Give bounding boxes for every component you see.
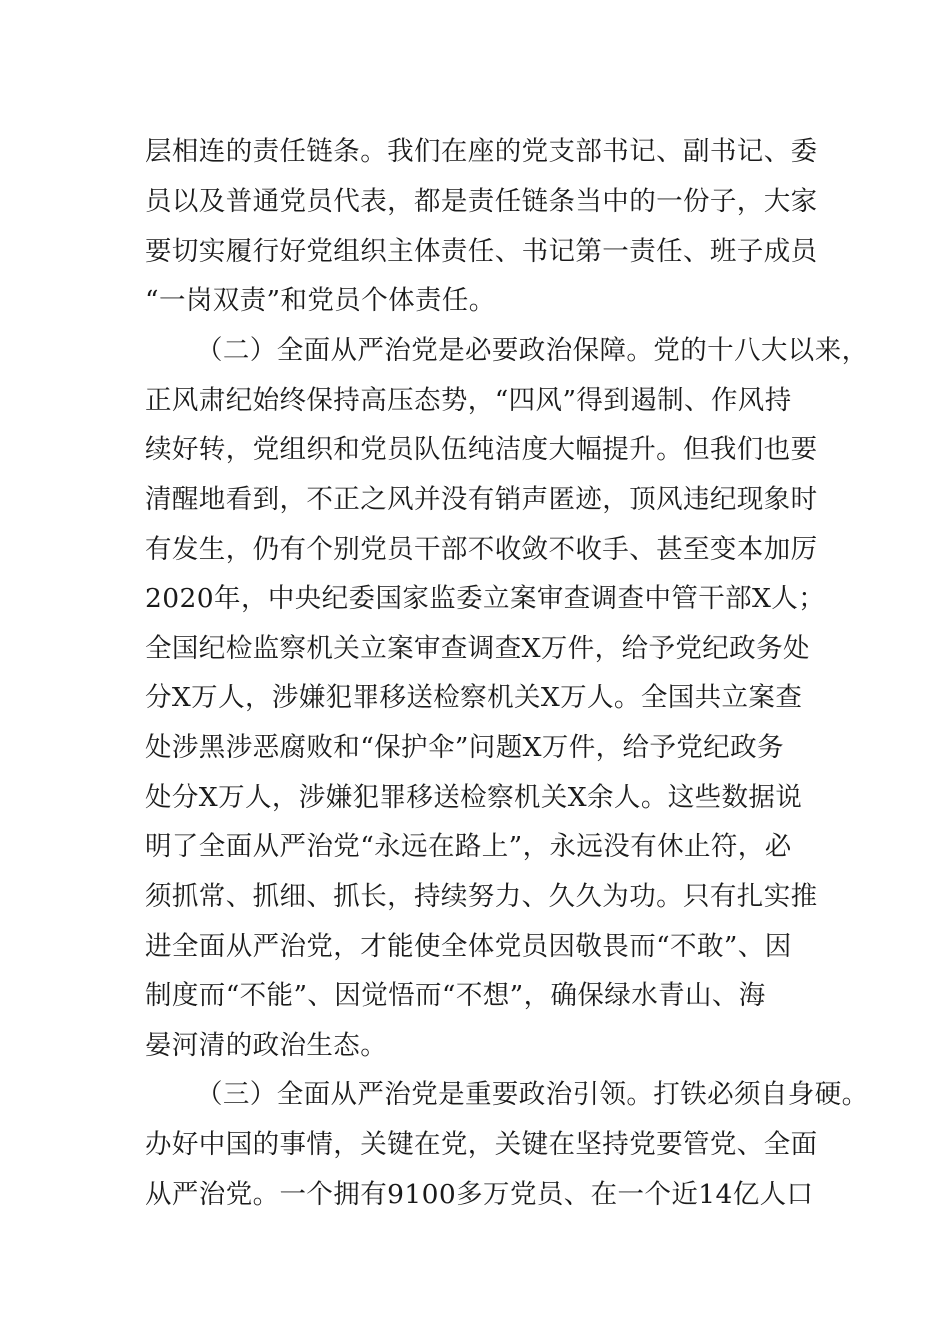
text-line: 层相连的责任链条。我们在座的党支部书记、副书记、委: [145, 136, 818, 167]
text-line: 分X万人，涉嫌犯罪移送检察机关X万人。全国共立案查: [145, 682, 803, 713]
text-line: 有发生，仍有个别党员干部不收敛不收手、甚至变本加厉: [145, 534, 818, 565]
text-line: 处涉黑涉恶腐败和“保护伞”问题X万件，给予党纪政务: [145, 732, 784, 763]
text-line: 要切实履行好党组织主体责任、书记第一责任、班子成员: [145, 236, 818, 267]
text-line: 明了全面从严治党“永远在路上”，永远没有休止符，必: [145, 831, 792, 862]
text-line: 办好中国的事情，关键在党，关键在坚持党要管党、全面: [145, 1129, 818, 1160]
text-line: 进全面从严治党，才能使全体党员因敬畏而“不敢”、因: [145, 931, 792, 962]
text-line: 员以及普通党员代表，都是责任链条当中的一份子，大家: [145, 186, 818, 217]
text-line: 全国纪检监察机关立案审查调查X万件，给予党纪政务处: [145, 633, 810, 664]
text-line: 从严治党。一个拥有9100多万党员、在一个近14亿人口: [145, 1179, 814, 1210]
text-line: “一岗双责”和党员个体责任。: [145, 285, 496, 316]
text-line: 须抓常、抓细、抓长，持续努力、久久为功。只有扎实推: [145, 881, 818, 912]
text-line: 晏河清的政治生态。: [145, 1030, 388, 1061]
text-line: 清醒地看到，不正之风并没有销声匿迹，顶风违纪现象时: [145, 484, 818, 515]
text-line: 制度而“不能”、因觉悟而“不想”，确保绿水青山、海: [145, 980, 766, 1011]
text-line: 续好转，党组织和党员队伍纯洁度大幅提升。但我们也要: [145, 434, 818, 465]
text-line: 2020年，中央纪委国家监委立案审查调查中管干部X人；: [145, 583, 826, 614]
paragraph-heading-3: （三）全面从严治党是重要政治引领。打铁必须自身硬。: [196, 1079, 869, 1110]
text-line: 正风肃纪始终保持高压态势，“四风”得到遏制、作风持: [145, 385, 792, 416]
paragraph-heading-2: （二）全面从严治党是必要政治保障。党的十八大以来，: [196, 335, 869, 366]
text-line: 处分X万人，涉嫌犯罪移送检察机关X余人。这些数据说: [145, 782, 803, 813]
